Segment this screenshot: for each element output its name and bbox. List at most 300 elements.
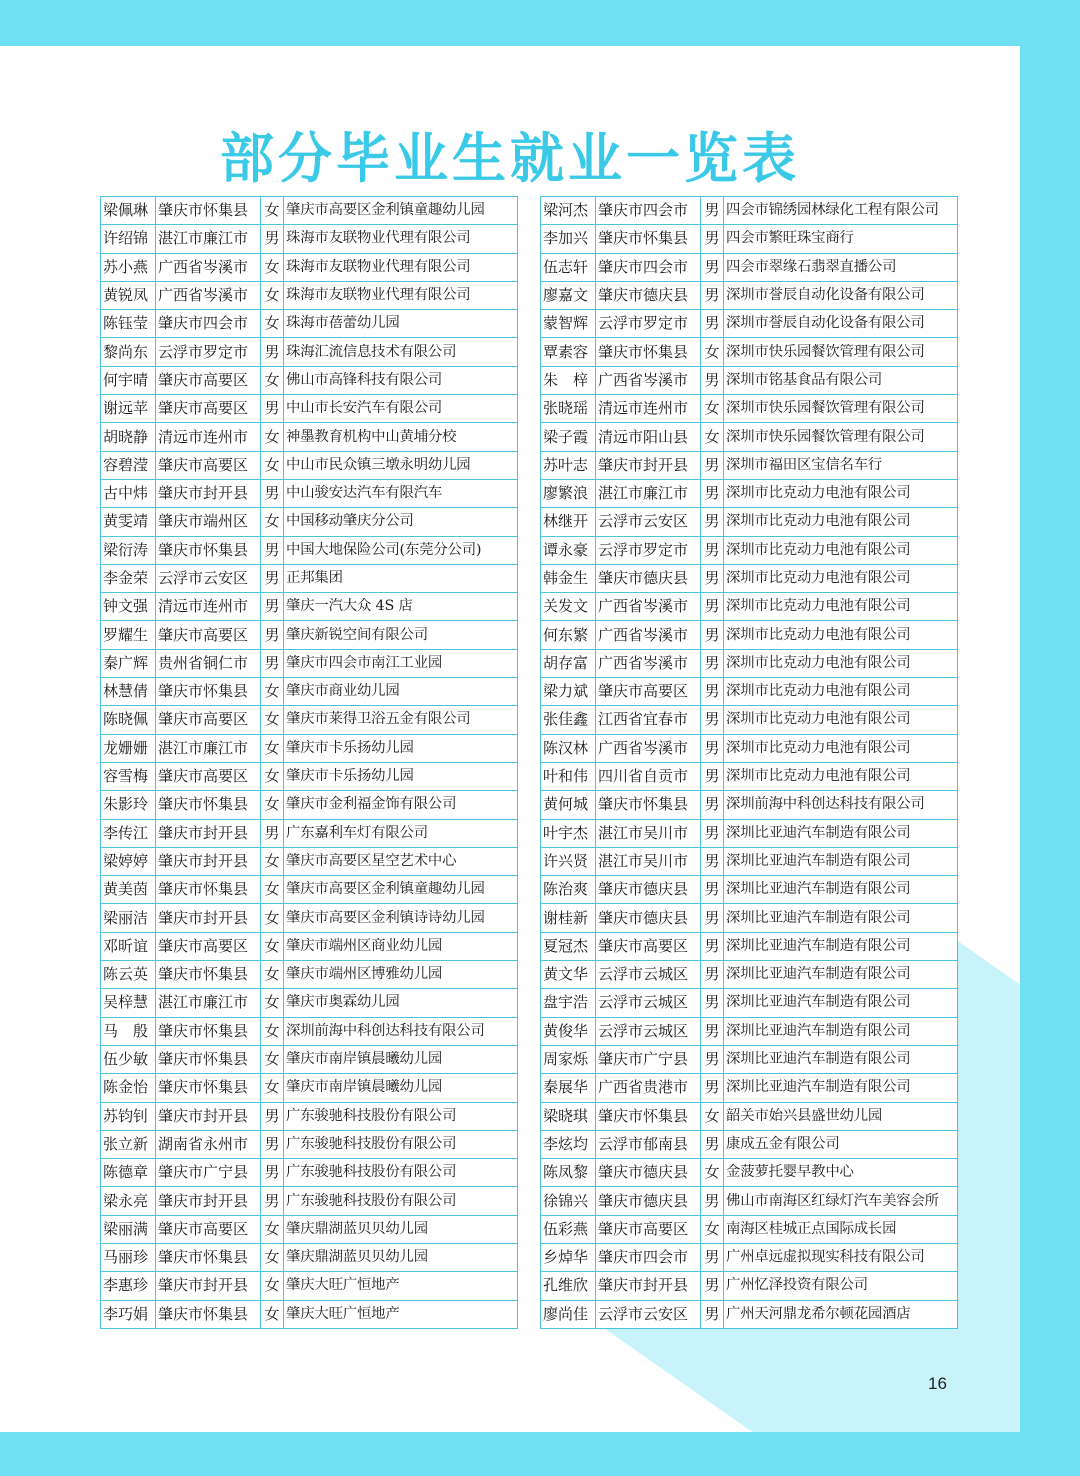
table-row <box>101 706 518 734</box>
employer-cell: 正邦集团 <box>284 564 518 592</box>
employer-cell: 深圳比亚迪汽车制造有限公司 <box>724 904 958 932</box>
student-name-cell: 何东繁 <box>541 621 596 649</box>
student-name-cell: 徐锦兴 <box>541 1187 596 1215</box>
gender-cell: 男 <box>701 706 724 734</box>
employer-cell: 肇庆市高要区金利镇诗诗幼儿园 <box>284 904 518 932</box>
hometown-cell: 广西省岑溪市 <box>596 366 701 394</box>
hometown-cell: 广西省岑溪市 <box>596 649 701 677</box>
gender-cell: 男 <box>261 536 284 564</box>
student-name-cell: 黄锐凤 <box>101 281 156 309</box>
gender-cell: 男 <box>701 508 724 536</box>
table-row <box>101 819 518 847</box>
hometown-cell: 肇庆市封开县 <box>156 1187 261 1215</box>
gender-cell: 男 <box>261 225 284 253</box>
hometown-cell: 肇庆市高要区 <box>596 678 701 706</box>
student-name-cell: 林慧倩 <box>101 678 156 706</box>
employer-cell: 深圳市快乐园餐饮管理有限公司 <box>724 423 958 451</box>
student-name-cell: 朱影玲 <box>101 791 156 819</box>
employer-cell: 珠海市友联物业代理有限公司 <box>284 281 518 309</box>
table-row <box>541 734 958 762</box>
student-name-cell: 苏小燕 <box>101 253 156 281</box>
table-row <box>541 678 958 706</box>
employer-cell: 深圳比亚迪汽车制造有限公司 <box>724 1017 958 1045</box>
hometown-cell: 云浮市云安区 <box>596 508 701 536</box>
gender-cell: 女 <box>701 1215 724 1243</box>
gender-cell: 女 <box>261 1045 284 1073</box>
table-row <box>101 1130 518 1158</box>
table-row <box>101 479 518 507</box>
employer-cell: 韶关市始兴县盛世幼儿园 <box>724 1102 958 1130</box>
student-name-cell: 苏钧钊 <box>101 1102 156 1130</box>
hometown-cell: 肇庆市高要区 <box>156 366 261 394</box>
student-name-cell: 伍彩燕 <box>541 1215 596 1243</box>
gender-cell: 女 <box>261 508 284 536</box>
employer-cell: 肇庆市卡乐扬幼儿园 <box>284 734 518 762</box>
hometown-cell: 肇庆市怀集县 <box>156 1243 261 1271</box>
gender-cell: 男 <box>261 1159 284 1187</box>
hometown-cell: 肇庆市高要区 <box>156 1215 261 1243</box>
gender-cell: 男 <box>701 1045 724 1073</box>
hometown-cell: 肇庆市四会市 <box>596 1243 701 1271</box>
table-row <box>101 678 518 706</box>
hometown-cell: 肇庆市高要区 <box>596 932 701 960</box>
hometown-cell: 肇庆市怀集县 <box>596 338 701 366</box>
table-row <box>101 1187 518 1215</box>
employer-cell: 深圳市比克动力电池有限公司 <box>724 706 958 734</box>
table-row <box>101 1272 518 1300</box>
student-name-cell: 梁晓琪 <box>541 1102 596 1130</box>
gender-cell: 男 <box>701 1300 724 1328</box>
table-row <box>541 197 958 225</box>
student-name-cell: 盘宇浩 <box>541 989 596 1017</box>
hometown-cell: 清远市阳山县 <box>596 423 701 451</box>
employer-cell: 深圳市比克动力电池有限公司 <box>724 536 958 564</box>
table-row <box>101 508 518 536</box>
employer-cell: 肇庆市南岸镇晨曦幼儿园 <box>284 1074 518 1102</box>
gender-cell: 男 <box>261 479 284 507</box>
employer-cell: 珠海市蓓蕾幼儿园 <box>284 310 518 338</box>
employer-cell: 肇庆市端州区博雅幼儿园 <box>284 961 518 989</box>
student-name-cell: 伍志轩 <box>541 253 596 281</box>
employer-cell: 四会市翠缘石翡翠直播公司 <box>724 253 958 281</box>
employer-cell: 广东骏驰科技股份有限公司 <box>284 1187 518 1215</box>
employer-cell: 深圳市比克动力电池有限公司 <box>724 564 958 592</box>
student-name-cell: 马丽珍 <box>101 1243 156 1271</box>
hometown-cell: 肇庆市封开县 <box>156 819 261 847</box>
employer-cell: 深圳市铭基食品有限公司 <box>724 366 958 394</box>
student-name-cell: 黄雯靖 <box>101 508 156 536</box>
table-row <box>541 961 958 989</box>
table-row <box>101 423 518 451</box>
hometown-cell: 云浮市郁南县 <box>596 1130 701 1158</box>
gender-cell: 女 <box>261 1017 284 1045</box>
employer-cell: 深圳市比克动力电池有限公司 <box>724 762 958 790</box>
student-name-cell: 胡存富 <box>541 649 596 677</box>
student-name-cell: 容雪梅 <box>101 762 156 790</box>
employer-cell: 肇庆大旺广恒地产 <box>284 1272 518 1300</box>
hometown-cell: 肇庆市怀集县 <box>156 1045 261 1073</box>
hometown-cell: 肇庆市怀集县 <box>156 1300 261 1328</box>
table-row <box>101 395 518 423</box>
employer-cell: 肇庆大旺广恒地产 <box>284 1300 518 1328</box>
gender-cell: 男 <box>261 649 284 677</box>
employer-cell: 肇庆市奥霖幼儿园 <box>284 989 518 1017</box>
gender-cell: 男 <box>701 932 724 960</box>
hometown-cell: 肇庆市怀集县 <box>156 197 261 225</box>
hometown-cell: 湛江市吴川市 <box>596 819 701 847</box>
employer-cell: 珠海市友联物业代理有限公司 <box>284 225 518 253</box>
student-name-cell: 龙姗姗 <box>101 734 156 762</box>
hometown-cell: 肇庆市怀集县 <box>596 791 701 819</box>
table-row <box>101 649 518 677</box>
employer-cell: 神墨教育机构中山黄埔分校 <box>284 423 518 451</box>
employer-cell: 金菠萝托婴早教中心 <box>724 1159 958 1187</box>
gender-cell: 女 <box>261 904 284 932</box>
employer-cell: 中山市长安汽车有限公司 <box>284 395 518 423</box>
table-row <box>541 395 958 423</box>
table-row <box>101 338 518 366</box>
hometown-cell: 广西省岑溪市 <box>156 253 261 281</box>
hometown-cell: 肇庆市怀集县 <box>156 1074 261 1102</box>
student-name-cell: 何宇晴 <box>101 366 156 394</box>
employer-cell: 深圳市比克动力电池有限公司 <box>724 593 958 621</box>
hometown-cell: 湛江市廉江市 <box>156 734 261 762</box>
student-name-cell: 梁佩琳 <box>101 197 156 225</box>
employer-cell: 康成五金有限公司 <box>724 1130 958 1158</box>
gender-cell: 男 <box>701 1130 724 1158</box>
hometown-cell: 湛江市廉江市 <box>596 479 701 507</box>
hometown-cell: 肇庆市德庆县 <box>596 1159 701 1187</box>
table-row <box>101 1215 518 1243</box>
gender-cell: 女 <box>261 706 284 734</box>
hometown-cell: 肇庆市德庆县 <box>596 1187 701 1215</box>
hometown-cell: 肇庆市怀集县 <box>596 1102 701 1130</box>
employer-cell: 广州天河鼎龙希尔顿花园酒店 <box>724 1300 958 1328</box>
student-name-cell: 李金荣 <box>101 564 156 592</box>
student-name-cell: 黄文华 <box>541 961 596 989</box>
student-name-cell: 吴梓慧 <box>101 989 156 1017</box>
hometown-cell: 广西省岑溪市 <box>596 593 701 621</box>
gender-cell: 男 <box>701 621 724 649</box>
table-row <box>101 1243 518 1271</box>
hometown-cell: 云浮市罗定市 <box>156 338 261 366</box>
table-row <box>101 564 518 592</box>
gender-cell: 女 <box>261 1272 284 1300</box>
employer-cell: 广东骏驰科技股份有限公司 <box>284 1102 518 1130</box>
student-name-cell: 陈云英 <box>101 961 156 989</box>
gender-cell: 女 <box>261 253 284 281</box>
gender-cell: 男 <box>701 281 724 309</box>
gender-cell: 男 <box>701 904 724 932</box>
employer-cell: 深圳市比克动力电池有限公司 <box>724 508 958 536</box>
hometown-cell: 湖南省永州市 <box>156 1130 261 1158</box>
table-row <box>101 197 518 225</box>
student-name-cell: 陈晓佩 <box>101 706 156 734</box>
employer-cell: 肇庆市高要区金利镇童趣幼儿园 <box>284 197 518 225</box>
gender-cell: 男 <box>261 1102 284 1130</box>
employer-cell: 深圳市福田区宝信名车行 <box>724 451 958 479</box>
page-number: 16 <box>928 1374 947 1393</box>
student-name-cell: 罗耀生 <box>101 621 156 649</box>
employer-cell: 肇庆市端州区商业幼儿园 <box>284 932 518 960</box>
student-name-cell: 梁丽满 <box>101 1215 156 1243</box>
gender-cell: 男 <box>261 564 284 592</box>
table-row <box>541 1300 958 1328</box>
hometown-cell: 肇庆市德庆县 <box>596 281 701 309</box>
table-row <box>541 1102 958 1130</box>
hometown-cell: 肇庆市封开县 <box>156 1102 261 1130</box>
employer-cell: 深圳比亚迪汽车制造有限公司 <box>724 1074 958 1102</box>
employer-cell: 南海区桂城正点国际成长园 <box>724 1215 958 1243</box>
table-row <box>101 253 518 281</box>
gender-cell: 男 <box>701 451 724 479</box>
table-row <box>541 989 958 1017</box>
gender-cell: 男 <box>701 791 724 819</box>
table-row <box>101 225 518 253</box>
table-row <box>541 1017 958 1045</box>
student-name-cell: 马 殷 <box>101 1017 156 1045</box>
employer-cell: 肇庆市四会市南江工业园 <box>284 649 518 677</box>
gender-cell: 男 <box>701 536 724 564</box>
employer-cell: 肇庆市卡乐扬幼儿园 <box>284 762 518 790</box>
employer-cell: 肇庆一汽大众 4S 店 <box>284 593 518 621</box>
hometown-cell: 贵州省铜仁市 <box>156 649 261 677</box>
gender-cell: 女 <box>261 989 284 1017</box>
hometown-cell: 肇庆市怀集县 <box>156 876 261 904</box>
employer-cell: 深圳市比克动力电池有限公司 <box>724 734 958 762</box>
gender-cell: 男 <box>701 819 724 847</box>
student-name-cell: 叶和伟 <box>541 762 596 790</box>
hometown-cell: 清远市连州市 <box>596 395 701 423</box>
employer-cell: 广东嘉利车灯有限公司 <box>284 819 518 847</box>
gender-cell: 女 <box>261 734 284 762</box>
table-row <box>541 1130 958 1158</box>
table-row <box>541 593 958 621</box>
student-name-cell: 谢桂新 <box>541 904 596 932</box>
student-name-cell: 黎尚东 <box>101 338 156 366</box>
employer-cell: 肇庆鼎湖蓝贝贝幼儿园 <box>284 1215 518 1243</box>
table-row <box>541 1074 958 1102</box>
student-name-cell: 林继开 <box>541 508 596 536</box>
hometown-cell: 肇庆市封开县 <box>156 904 261 932</box>
gender-cell: 女 <box>261 1215 284 1243</box>
table-row <box>541 791 958 819</box>
hometown-cell: 云浮市云城区 <box>596 1017 701 1045</box>
hometown-cell: 肇庆市高要区 <box>156 451 261 479</box>
student-name-cell: 陈金怡 <box>101 1074 156 1102</box>
student-name-cell: 关发文 <box>541 593 596 621</box>
gender-cell: 男 <box>701 479 724 507</box>
table-row <box>541 1159 958 1187</box>
table-row <box>101 734 518 762</box>
employer-cell: 广州卓远虚拟现实科技有限公司 <box>724 1243 958 1271</box>
gender-cell: 男 <box>701 564 724 592</box>
table-row <box>541 310 958 338</box>
table-row <box>101 847 518 875</box>
student-name-cell: 钟文强 <box>101 593 156 621</box>
student-name-cell: 容碧滢 <box>101 451 156 479</box>
employer-cell: 中国移动肇庆分公司 <box>284 508 518 536</box>
employer-cell: 肇庆市莱得卫浴五金有限公司 <box>284 706 518 734</box>
page-title: 部分毕业生就业一览表 <box>220 127 800 190</box>
gender-cell: 男 <box>701 876 724 904</box>
table-row <box>101 932 518 960</box>
employer-cell: 深圳市比克动力电池有限公司 <box>724 479 958 507</box>
gender-cell: 女 <box>261 961 284 989</box>
student-name-cell: 乡焯华 <box>541 1243 596 1271</box>
employer-cell: 四会市锦绣园林绿化工程有限公司 <box>724 197 958 225</box>
hometown-cell: 云浮市云安区 <box>156 564 261 592</box>
student-name-cell: 陈治爽 <box>541 876 596 904</box>
student-name-cell: 廖尚佳 <box>541 1300 596 1328</box>
employer-cell: 深圳比亚迪汽车制造有限公司 <box>724 1045 958 1073</box>
gender-cell: 男 <box>701 197 724 225</box>
employer-cell: 佛山市南海区红绿灯汽车美容会所 <box>724 1187 958 1215</box>
gender-cell: 男 <box>701 1074 724 1102</box>
hometown-cell: 肇庆市高要区 <box>156 621 261 649</box>
employer-cell: 中国大地保险公司(东莞分公司) <box>284 536 518 564</box>
hometown-cell: 肇庆市怀集县 <box>156 1017 261 1045</box>
gender-cell: 男 <box>701 593 724 621</box>
employer-cell: 深圳比亚迪汽车制造有限公司 <box>724 932 958 960</box>
employer-cell: 佛山市高锋科技有限公司 <box>284 366 518 394</box>
gender-cell: 男 <box>701 1017 724 1045</box>
gender-cell: 男 <box>701 989 724 1017</box>
gender-cell: 女 <box>261 762 284 790</box>
hometown-cell: 肇庆市高要区 <box>156 395 261 423</box>
gender-cell: 女 <box>261 678 284 706</box>
gender-cell: 男 <box>261 1187 284 1215</box>
gender-cell: 女 <box>701 423 724 451</box>
table-row <box>101 904 518 932</box>
gender-cell: 男 <box>701 649 724 677</box>
hometown-cell: 肇庆市封开县 <box>596 1272 701 1300</box>
student-name-cell: 邓昕谊 <box>101 932 156 960</box>
hometown-cell: 广西省岑溪市 <box>596 621 701 649</box>
hometown-cell: 湛江市吴川市 <box>596 847 701 875</box>
hometown-cell: 肇庆市高要区 <box>596 1215 701 1243</box>
employer-cell: 肇庆新锐空间有限公司 <box>284 621 518 649</box>
hometown-cell: 四川省自贡市 <box>596 762 701 790</box>
employer-cell: 肇庆市商业幼儿园 <box>284 678 518 706</box>
table-row <box>101 876 518 904</box>
student-name-cell: 李惠珍 <box>101 1272 156 1300</box>
student-name-cell: 廖嘉文 <box>541 281 596 309</box>
student-name-cell: 谢远苹 <box>101 395 156 423</box>
table-row <box>541 1272 958 1300</box>
hometown-cell: 云浮市云城区 <box>596 989 701 1017</box>
student-name-cell: 朱 梓 <box>541 366 596 394</box>
table-row <box>541 1243 958 1271</box>
table-row <box>101 1074 518 1102</box>
hometown-cell: 广西省岑溪市 <box>156 281 261 309</box>
student-name-cell: 张立新 <box>101 1130 156 1158</box>
table-row <box>101 451 518 479</box>
employer-cell: 深圳比亚迪汽车制造有限公司 <box>724 989 958 1017</box>
hometown-cell: 云浮市罗定市 <box>596 310 701 338</box>
employer-cell: 四会市繁旺珠宝商行 <box>724 225 958 253</box>
table-row <box>541 253 958 281</box>
hometown-cell: 肇庆市广宁县 <box>156 1159 261 1187</box>
employer-cell: 肇庆市南岸镇晨曦幼儿园 <box>284 1045 518 1073</box>
table-row <box>541 1045 958 1073</box>
hometown-cell: 广西省岑溪市 <box>596 734 701 762</box>
employer-cell: 广东骏驰科技股份有限公司 <box>284 1159 518 1187</box>
gender-cell: 女 <box>261 932 284 960</box>
hometown-cell: 肇庆市广宁县 <box>596 1045 701 1073</box>
table-row <box>541 621 958 649</box>
gender-cell: 男 <box>701 253 724 281</box>
hometown-cell: 肇庆市四会市 <box>596 197 701 225</box>
gender-cell: 女 <box>261 876 284 904</box>
hometown-cell: 清远市连州市 <box>156 423 261 451</box>
student-name-cell: 孔维欣 <box>541 1272 596 1300</box>
page-sheet <box>0 46 1020 1432</box>
table-row <box>541 1187 958 1215</box>
table-row <box>541 338 958 366</box>
hometown-cell: 肇庆市四会市 <box>596 253 701 281</box>
gender-cell: 男 <box>701 225 724 253</box>
student-name-cell: 张晓瑶 <box>541 395 596 423</box>
gender-cell: 女 <box>261 791 284 819</box>
hometown-cell: 肇庆市怀集县 <box>596 225 701 253</box>
table-row <box>541 564 958 592</box>
gender-cell: 男 <box>261 395 284 423</box>
table-row <box>101 621 518 649</box>
table-row <box>101 310 518 338</box>
student-name-cell: 黄俊华 <box>541 1017 596 1045</box>
hometown-cell: 肇庆市封开县 <box>156 847 261 875</box>
table-row <box>541 932 958 960</box>
employer-cell: 肇庆鼎湖蓝贝贝幼儿园 <box>284 1243 518 1271</box>
table-row <box>101 536 518 564</box>
student-name-cell: 苏叶志 <box>541 451 596 479</box>
table-row <box>541 423 958 451</box>
table-row <box>541 281 958 309</box>
hometown-cell: 肇庆市怀集县 <box>156 678 261 706</box>
hometown-cell: 肇庆市怀集县 <box>156 961 261 989</box>
student-name-cell: 陈汉林 <box>541 734 596 762</box>
table-row <box>541 508 958 536</box>
employer-cell: 肇庆市高要区金利镇童趣幼儿园 <box>284 876 518 904</box>
student-name-cell: 陈钰莹 <box>101 310 156 338</box>
student-name-cell: 张佳鑫 <box>541 706 596 734</box>
hometown-cell: 肇庆市端州区 <box>156 508 261 536</box>
table-row <box>101 989 518 1017</box>
student-name-cell: 韩金生 <box>541 564 596 592</box>
gender-cell: 男 <box>701 961 724 989</box>
student-name-cell: 李加兴 <box>541 225 596 253</box>
gender-cell: 男 <box>701 1187 724 1215</box>
employer-cell: 深圳市比克动力电池有限公司 <box>724 621 958 649</box>
student-name-cell: 叶宇杰 <box>541 819 596 847</box>
hometown-cell: 云浮市云城区 <box>596 961 701 989</box>
hometown-cell: 云浮市罗定市 <box>596 536 701 564</box>
gender-cell: 男 <box>701 1243 724 1271</box>
hometown-cell: 江西省宜春市 <box>596 706 701 734</box>
gender-cell: 男 <box>701 734 724 762</box>
table-row <box>541 225 958 253</box>
table-row <box>541 819 958 847</box>
student-name-cell: 廖繁浪 <box>541 479 596 507</box>
gender-cell: 女 <box>261 847 284 875</box>
table-row <box>101 1102 518 1130</box>
student-name-cell: 梁婷婷 <box>101 847 156 875</box>
student-name-cell: 梁永亮 <box>101 1187 156 1215</box>
hometown-cell: 广西省贵港市 <box>596 1074 701 1102</box>
student-name-cell: 李炫均 <box>541 1130 596 1158</box>
student-name-cell: 谭永豪 <box>541 536 596 564</box>
